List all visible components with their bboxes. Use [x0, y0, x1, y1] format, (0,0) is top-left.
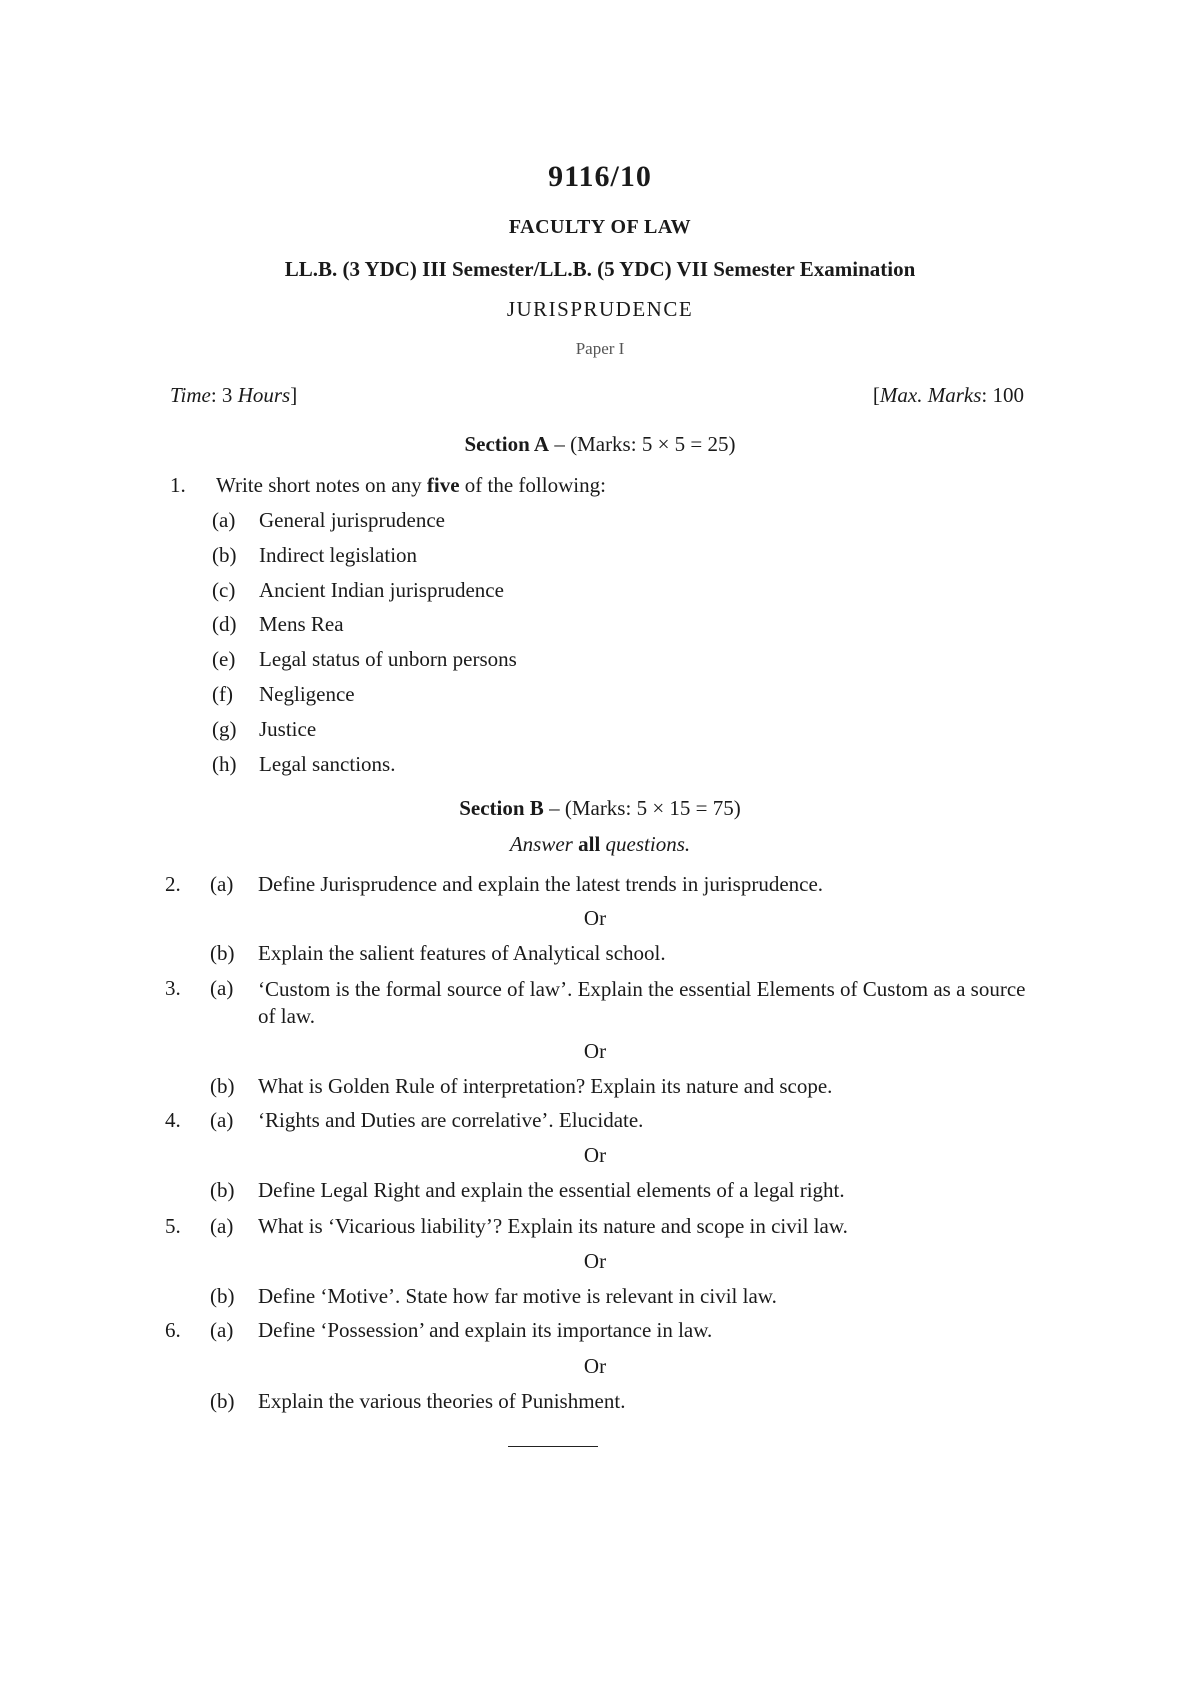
- option-label-b: (b): [210, 1389, 235, 1413]
- section-b-title: Section B: [459, 796, 544, 820]
- item-text: Mens Rea: [259, 612, 344, 636]
- section-a-heading: [0, 432, 1200, 457]
- section-b-heading: [0, 796, 1200, 821]
- question-number: 2.: [165, 872, 181, 896]
- instruction-text-end: questions.: [600, 832, 691, 856]
- or-separator: Or: [583, 1039, 607, 1063]
- time-bracket: ]: [290, 383, 298, 407]
- faculty-title: FACULTY OF LAW: [508, 216, 692, 238]
- option-label-a: (a): [210, 1214, 234, 1238]
- or-separator: Or: [583, 1354, 607, 1378]
- item-label: (d): [212, 612, 237, 636]
- instruction-emphasis: all: [578, 832, 601, 856]
- option-a-text: ‘Custom is the formal source of law’. Explain the essential Elements of Custom as a source of law.: [258, 977, 1026, 1028]
- item-label: (f): [212, 682, 233, 706]
- section-a-marks: – (Marks: 5 × 5 = 25): [549, 432, 736, 456]
- paper-code: 9116/10: [548, 160, 652, 193]
- or-separator: Or: [583, 1249, 607, 1273]
- option-a-text: ‘Rights and Duties are correlative’. Elucidate.: [258, 1108, 644, 1132]
- option-label-a: (a): [210, 1318, 234, 1342]
- item-text: Negligence: [259, 682, 355, 706]
- instruction-text-end: of the following:: [459, 473, 606, 497]
- option-b-text: Define Legal Right and explain the essential elements of a legal right.: [258, 1178, 845, 1202]
- option-b-text: Explain the various theories of Punishment.: [258, 1389, 626, 1413]
- option-label-a: (a): [210, 872, 234, 896]
- option-b-text: Define ‘Motive’. State how far motive is relevant in civil law.: [258, 1284, 777, 1308]
- time-value: : 3: [210, 383, 238, 407]
- instruction-emphasis: five: [426, 473, 460, 497]
- paper-number: Paper I: [575, 339, 625, 358]
- time-label: Time: [170, 383, 211, 407]
- item-label: (b): [212, 543, 237, 567]
- option-label-b: (b): [210, 1284, 235, 1308]
- exam-title: LL.B. (3 YDC) III Semester/LL.B. (5 YDC) VII Semester Examination: [284, 257, 916, 281]
- option-a-text: What is ‘Vicarious liability’? Explain its nature and scope in civil law.: [258, 1214, 848, 1238]
- option-a-text: Define ‘Possession’ and explain its importance in law.: [258, 1318, 713, 1342]
- max-marks: [873, 383, 1024, 408]
- option-b-text: What is Golden Rule of interpretation? Explain its nature and scope.: [258, 1074, 833, 1098]
- option-label-a: (a): [210, 1108, 234, 1132]
- question-number: 5.: [165, 1214, 181, 1238]
- question-number: 4.: [165, 1108, 181, 1132]
- question-number-1: 1.: [170, 473, 186, 497]
- instruction-text: Write short notes on any: [216, 473, 427, 497]
- marks-label: Max. Marks: [879, 383, 982, 407]
- item-text: Legal sanctions.: [259, 752, 396, 776]
- or-separator: Or: [583, 1143, 607, 1167]
- or-separator: Or: [583, 906, 607, 930]
- section-b-marks: – (Marks: 5 × 15 = 75): [543, 796, 741, 820]
- option-b-text: Explain the salient features of Analytical school.: [258, 941, 666, 965]
- item-text: Indirect legislation: [259, 543, 418, 567]
- question-1-instruction: [216, 473, 606, 498]
- item-text: Legal status of unborn persons: [259, 647, 517, 671]
- end-rule: [508, 1446, 598, 1447]
- time-allowed: [170, 383, 297, 408]
- item-label: (c): [212, 578, 236, 602]
- item-label: (g): [212, 717, 237, 741]
- option-label-b: (b): [210, 1074, 235, 1098]
- question-number: 6.: [165, 1318, 181, 1342]
- instruction-text: Answer: [509, 832, 579, 856]
- item-label: (a): [212, 508, 236, 532]
- option-label-b: (b): [210, 941, 235, 965]
- item-text: Ancient Indian jurisprudence: [259, 578, 504, 602]
- item-label: (h): [212, 752, 237, 776]
- marks-value: : 100: [981, 383, 1024, 407]
- item-text: General jurisprudence: [259, 508, 445, 532]
- marks-bracket: [: [872, 383, 880, 407]
- item-text: Justice: [259, 717, 317, 741]
- question-number: 3.: [165, 976, 181, 1000]
- option-label-b: (b): [210, 1178, 235, 1202]
- time-unit: Hours: [237, 383, 291, 407]
- option-a-text: Define Jurisprudence and explain the latest trends in jurisprudence.: [258, 872, 824, 896]
- subject-title: JURISPRUDENCE: [506, 297, 694, 321]
- item-label: (e): [212, 647, 236, 671]
- option-label-a: (a): [210, 976, 234, 1000]
- section-a-title: Section A: [464, 432, 550, 456]
- section-b-instruction: [0, 832, 1200, 857]
